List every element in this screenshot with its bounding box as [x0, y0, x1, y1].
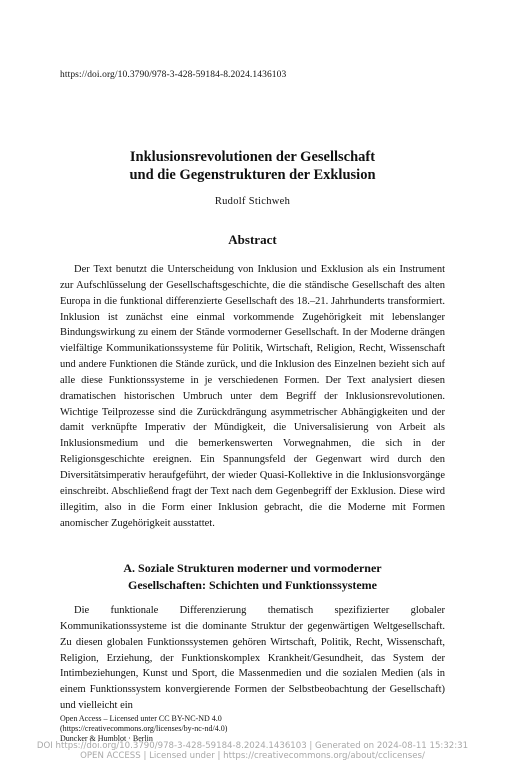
watermark-license-line: OPEN ACCESS | Licensed under | https://creativecommons.org/about/cclicenses/	[80, 751, 425, 761]
watermark-doi-line: DOI https://doi.org/10.3790/978-3-428-59184-8.2024.1436103 | Generated on 2024-08-11 15:32:31	[36, 741, 469, 751]
doi-link[interactable]: https://doi.org/10.3790/978-3-428-59184-8.2024.1436103	[60, 70, 287, 80]
download-watermark	[0, 741, 505, 761]
footer-license-url[interactable]: (https://creativecommons.org/licenses/by-nc-nd/4.0)	[60, 724, 228, 733]
article-title-line-1: Inklusionsrevolutionen der Gesellschaft	[129, 149, 376, 165]
abstract-paragraph: Der Text benutzt die Unterscheidung von Inklusion und Exklusion als ein Instrument zur Aufschlüsselung der Gesellschaftsgeschichte, die die ständische Gesellschaft des alten Europa in die funktional differenzierte Gesellschaft des 18.–21. Jahrhunderts transformiert. Inklusion ist zunächst eine einmal vorkommende Zugehörigkeit mit lebenslanger Bindungswirkung zu einem der Stände vormoderner Gesellschaft. In der Moderne drängen vielfältige Kommunikationssysteme für Politik, Wirtschaft, Religion, Recht, Wissenschaft und andere Funktionen die Stände zurück, und die Inklusion des Einzelnen bezieht sich auf alle diese Funktionssysteme in je verschiedenen Formen. Der Text analysiert diesen dramatischen historischen Umbruch unter dem Begriff der Inklusionsrevolutionen. Wichtige Teilprozesse sind die Zurückdrängung asymmetrischer Abhängigkeiten und der damit verknüpfte Imperativ der Mündigkeit, die Universalisierung von Arbeit als Inklusionsmedium und die bemerkenswerten Vorwegnahmen, die sich in der Religionsgeschichte ereignen. Ein Spannungsfeld der Gegenwart wird durch den Diversitätsimperativ heraufgeführt, der wieder Quasi-Kollektive in die Inklusionsvorgänge einschreibt. Abschließend fragt der Text nach dem Gegenbegriff der Exklusion. Diese wird illegitim, also in die Form einer Inklusion gebracht, die die Moderne mit Formen anomischer Zugehörigkeit ausstattet.	[60, 264, 445, 529]
section-heading-line-1: A. Soziale Strukturen moderner und vormoderner	[123, 561, 382, 575]
article-title-line-2: und die Gegenstrukturen der Exklusion	[129, 167, 376, 183]
license-footer	[60, 714, 227, 744]
section-heading-line-2: Gesellschaften: Schichten und Funktionssysteme	[127, 578, 378, 592]
article-title	[60, 148, 445, 184]
author-name: Rudolf Stichweh	[214, 196, 291, 207]
footer-publisher: Duncker & Humblot · Berlin	[60, 734, 153, 743]
body-paragraph: Die funktionale Differenzierung thematisch spezifizierter globaler Kommunikationssysteme ist die dominante Struktur der gegenwärtigen Weltgesellschaft. Zu diesen globalen Funktionssystemen gehören Wirtschaft, Politik, Recht, Wissenschaft, Religion, Erziehung, der Funktionskomplex Krankheit/Gesundheit, das System der Intimbeziehungen, Kunst und Sport, die Massenmedien und die sozialen Medien (als in einem Funktionssystem konvergierende Formen der Selbstbeobachtung der Gesellschaft) und vielleicht ein	[60, 605, 445, 712]
section-heading	[60, 560, 445, 594]
abstract-heading: Abstract	[228, 232, 277, 247]
footer-license-line: Open Access – Licensed unter CC BY-NC-ND 4.0	[60, 714, 222, 723]
